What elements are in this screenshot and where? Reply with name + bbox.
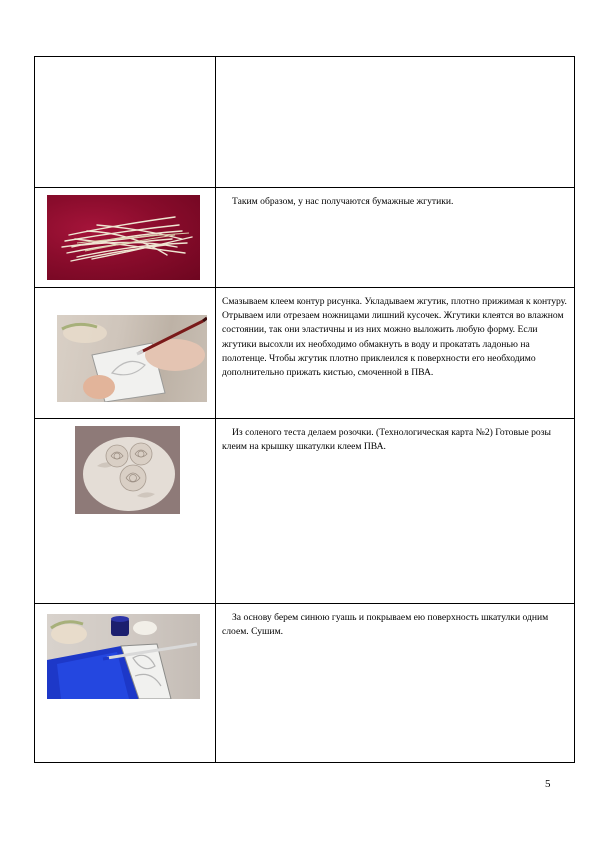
text-cell — [216, 288, 575, 419]
image-cell — [35, 419, 216, 604]
gluing-strings-photo — [57, 315, 207, 402]
rose-1 — [106, 445, 128, 467]
paper-strings-photo — [47, 195, 200, 280]
step-text: Из соленого теста делаем розочки. (Технологическая карта №2) Готовые розы клеим на крышку шкатулки клеем ПВА. — [222, 427, 551, 453]
image-cell — [35, 188, 216, 288]
image-cell — [35, 57, 216, 188]
rose-2 — [130, 443, 152, 465]
step-text: Смазываем клеем контур рисунка. Укладываем жгутик, плотно прижимая к контуру. Отрываем или отрезаем ножницами лишний кусочек. Жгутики клеятся во влажном состоянии, так они эластичны и из них можно выложить любую форму. Если жгутики высохли их необходимо обмакнуть в воду и прокатать ладонью на полотенце. Чтобы жгутик плотно приклеился к поверхности его необходимо дополнительно прижать кистью, смоченной в ПВА. — [222, 296, 567, 379]
table-row — [35, 604, 575, 763]
instruction-table — [34, 56, 575, 763]
rose-3 — [120, 465, 146, 491]
table-row — [35, 57, 575, 188]
text-cell — [216, 419, 575, 604]
salt-dough-roses-photo — [75, 426, 180, 514]
table-row — [35, 188, 575, 288]
page-number: 5 — [545, 778, 551, 790]
text-cell — [216, 604, 575, 763]
image-cell — [35, 604, 216, 763]
paper-strings-illustration — [47, 195, 200, 280]
text-cell — [216, 57, 575, 188]
table-row — [35, 288, 575, 419]
step-text: Таким образом, у нас получаются бумажные жгутики. — [232, 196, 454, 207]
image-cell — [35, 288, 216, 419]
table-row — [35, 419, 575, 604]
step-text: За основу берем синюю гуашь и покрываем ею поверхность шкатулки одним слоем. Сушим. — [222, 612, 549, 638]
paint-illustration — [47, 614, 200, 699]
roses-illustration — [75, 426, 180, 514]
text-cell — [216, 188, 575, 288]
gluing-illustration — [57, 315, 207, 402]
blue-paint-photo — [47, 614, 200, 699]
